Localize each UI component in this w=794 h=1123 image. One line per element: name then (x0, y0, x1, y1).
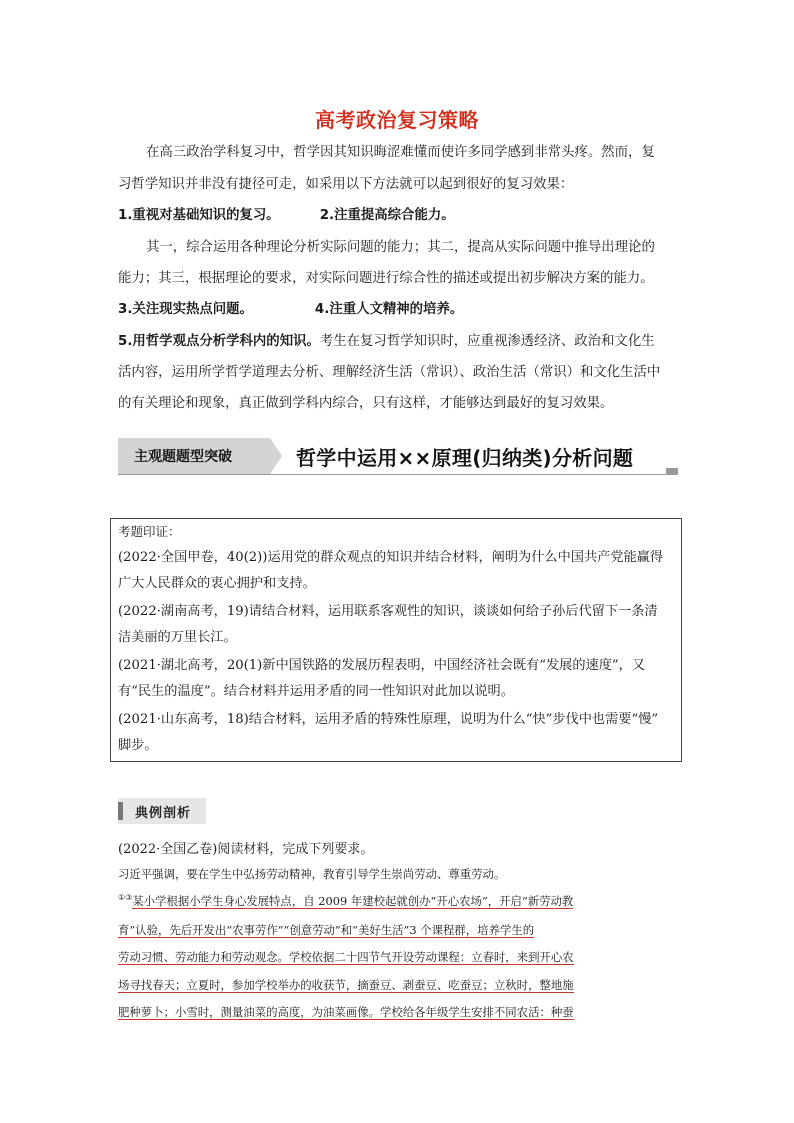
example-line-4 (118, 977, 678, 993)
example-line-text: 场寻找春天；立夏时，参加学校举办的收获节，摘蚕豆、剥蚕豆、吃蚕豆；立秋时，整地施 (118, 978, 574, 992)
banner-rule (118, 474, 678, 475)
point-4: 4.注重人文精神的培养。 (314, 302, 464, 317)
section-label-text: 典例剖析 (135, 806, 192, 821)
section-banner (118, 438, 678, 474)
point-2: 2.注重提高综合能力。 (319, 208, 455, 223)
example-line-text: 育”认验，先后开发出“农事劳作”“创意劳动”和“美好生活”3 个课程群，培养学生的 (118, 923, 535, 937)
exam-evidence-box (110, 518, 682, 762)
exam-row: 有“民生的温度”。结合材料并运用矛盾的同一性知识对此加以说明。 (118, 684, 514, 699)
banner-end-mark (666, 468, 678, 474)
example-line-text: 劳动习惯、劳动能力和劳动观念。学校依据二十四节气开设劳动课程：立春时，来到开心农 (118, 950, 574, 964)
point-5-heading: 5.用哲学观点分析学科内的知识。 (118, 334, 320, 349)
example-line-2 (118, 922, 678, 938)
banner-arrow (270, 438, 282, 474)
banner-tag-label: 主观题题型突破 (134, 449, 232, 465)
exam-row: (2022·全国甲卷，40(2))运用党的群众观点的知识并结合材料，阐明为什么中国共产党能赢得 (118, 550, 664, 565)
example-intro: (2022·全国乙卷)阅读材料，完成下列要求。 (118, 842, 374, 857)
exam-row: (2022·湖南高考，19)请结合材料，运用联系客观性的知识，谈谈如何给子孙后代留下一条清 (118, 604, 658, 619)
point-3: 3.关注现实热点问题。 (118, 302, 253, 317)
section-label-bar (118, 802, 123, 820)
banner-tag (118, 438, 270, 474)
point-2-detail-2: 能力；其三，根据理论的要求，对实际问题进行综合性的描述或提出初步解决方案的能力。 (118, 271, 654, 286)
exam-row: (2021·湖北高考，20(1)新中国铁路的发展历程表明，中国经济社会既有“发展的速度”，又 (118, 658, 646, 673)
exam-row: 广大人民群众的衷心拥护和支持。 (118, 576, 316, 591)
exam-row: (2021·山东高考，18)结合材料，运用矛盾的特殊性原理，说明为什么“快”步伐中也需要“慢” (118, 712, 659, 727)
point-5-text-1: 考生在复习哲学知识时，应重视渗透经济、政治和文化生 (319, 334, 655, 349)
material-marker: ①③ (118, 893, 133, 903)
point-2-detail-text-1: 其一，综合运用各种理论分析实际问题的能力；其二，提高从实际问题中推导出理论的 (146, 240, 655, 255)
example-quote: 习近平强调，要在学生中弘扬劳动精神，教育引导学生崇尚劳动、尊重劳动。 (118, 867, 506, 881)
intro-line-1 (118, 138, 678, 168)
intro-text-1: 在高三政治学科复习中，哲学因其知识晦涩难懂而使许多同学感到非常头疼。然而，复 (146, 145, 655, 160)
intro-line-2: 习哲学知识并非没有捷径可走，如采用以下方法就可以起到很好的复习效果： (118, 177, 574, 192)
example-line-text: 肥种萝卜；小雪时，测量油菜的高度，为油菜画像。学校给各年级学生安排不同农活：种蚕 (118, 1005, 574, 1019)
example-line-text: 某小学根据小学生身心发展特点，自 2009 年建校起就创办“开心农场”，开启“新劳动教 (132, 894, 574, 908)
point-1: 1.重视对基础知识的复习。 (118, 208, 280, 223)
exam-box-heading: 考题印证： (118, 524, 181, 539)
exam-row: 洁美丽的万里长江。 (118, 630, 237, 645)
section-label (118, 798, 206, 824)
points-row-2 (118, 295, 678, 325)
example-line-5 (118, 1004, 678, 1020)
points-row-1 (118, 201, 678, 231)
example-line-3 (118, 949, 678, 965)
example-line-1 (118, 893, 678, 909)
point-5-line-3: 的有关理论和现象，真正做到学科内综合，只有这样，才能够达到最好的复习效果。 (118, 396, 614, 411)
point-5-line-2: 活内容，运用所学哲学道理去分析、理解经济生活（常识）、政治生活（常识）和文化生活中 (118, 365, 661, 380)
page-title: 高考政治复习策略 (315, 108, 479, 132)
point-2-detail-1 (118, 233, 678, 263)
point-5-line-1 (118, 327, 678, 357)
banner-title: 哲学中运用××原理(归纳类)分析问题 (296, 446, 634, 470)
exam-row: 脚步。 (118, 738, 158, 753)
